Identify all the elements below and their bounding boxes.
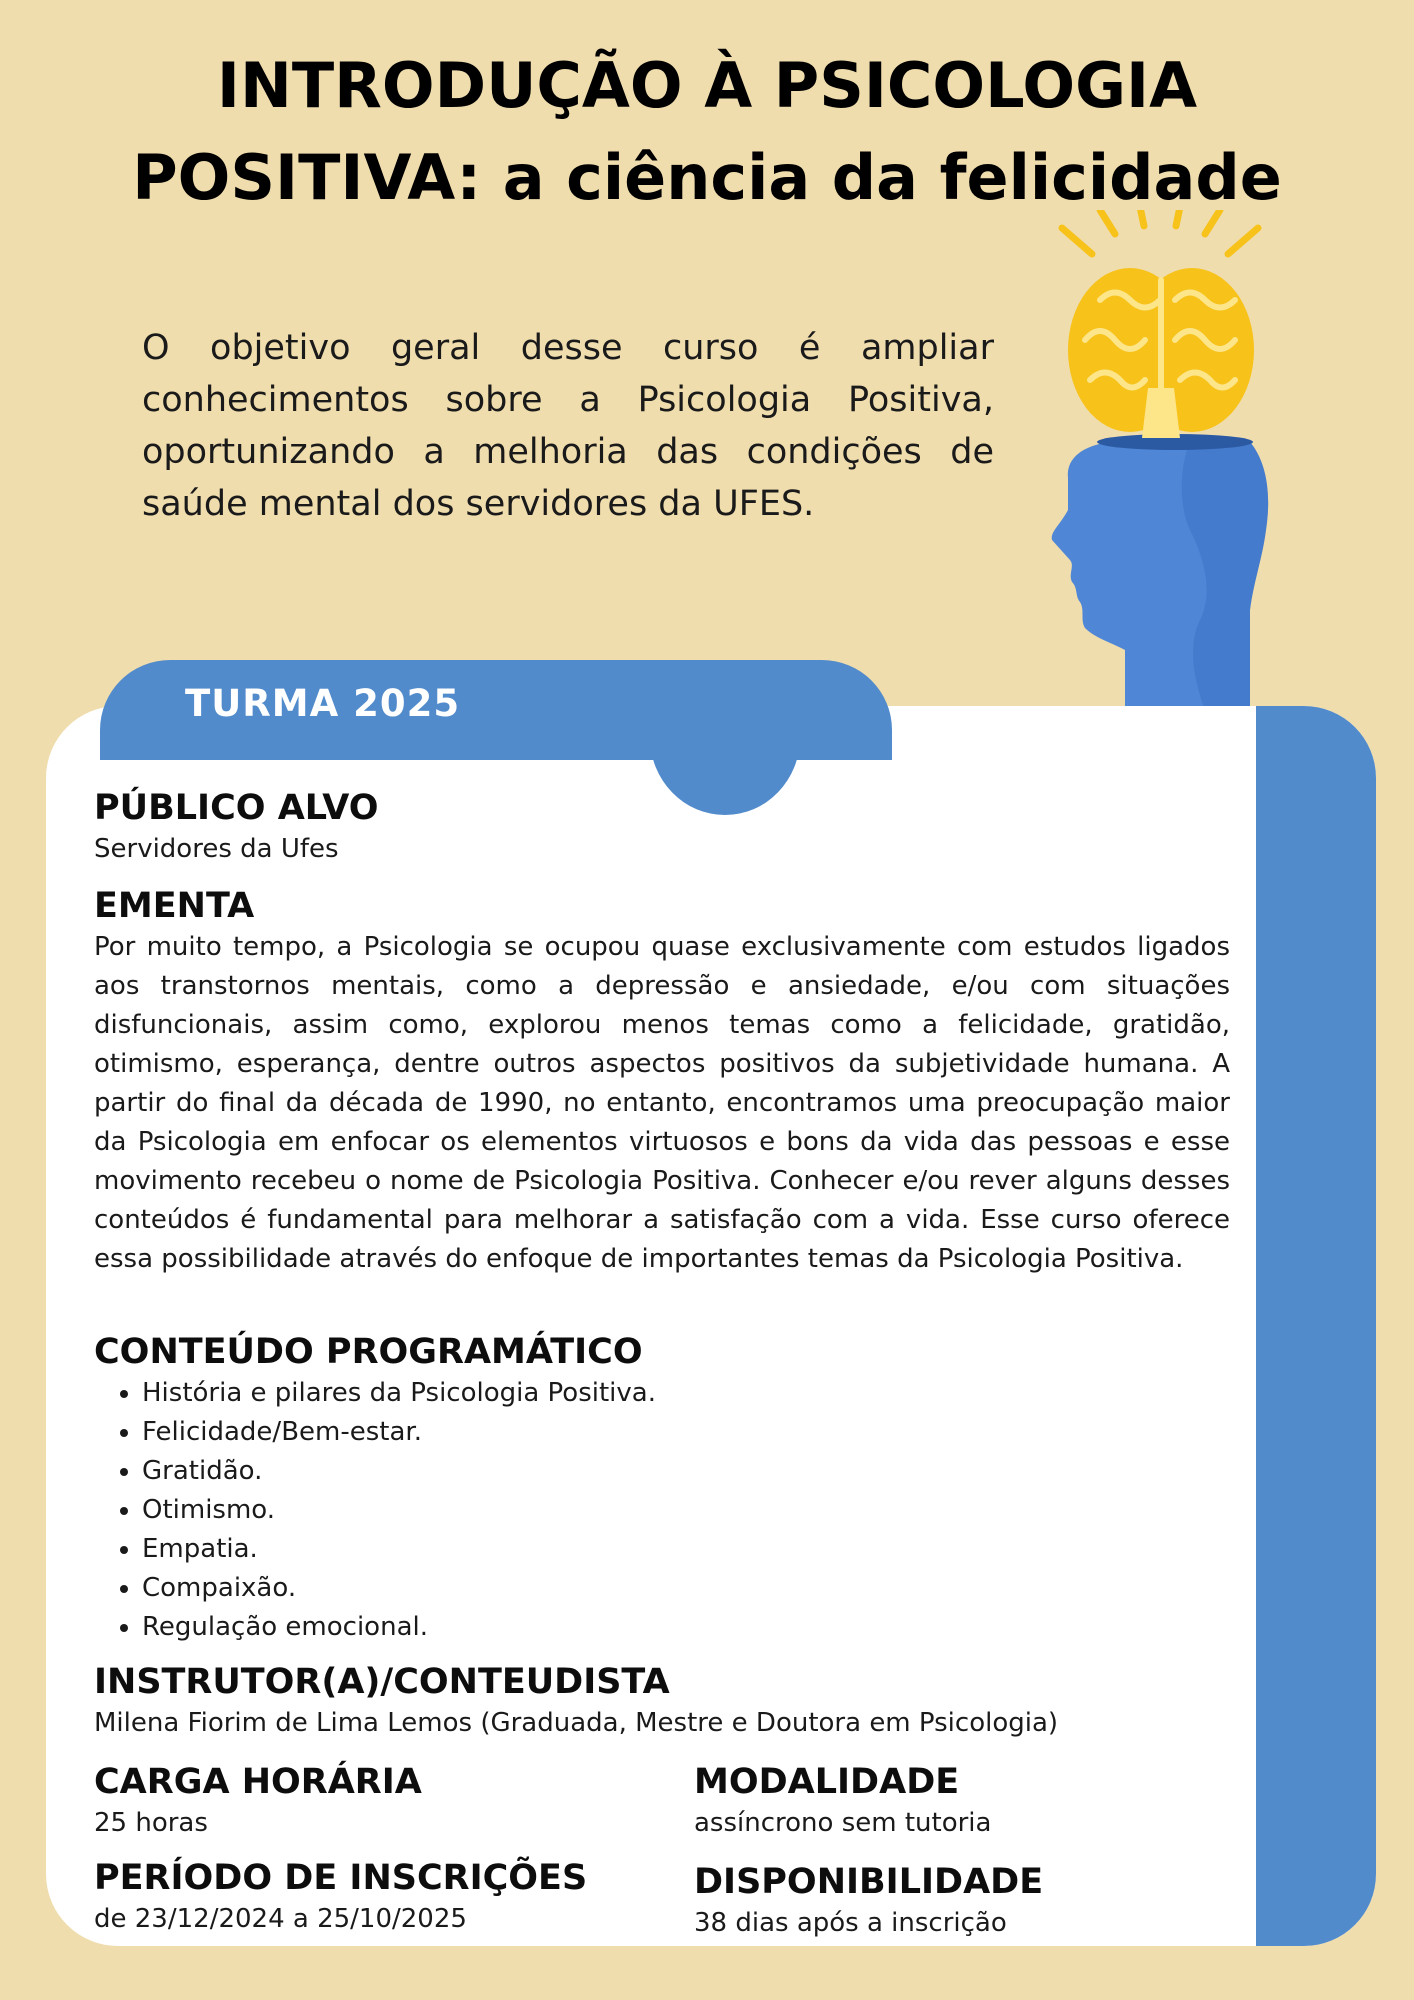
ementa-heading: EMENTA xyxy=(94,886,255,926)
topics-list xyxy=(94,1374,1230,1647)
instrutor-text: Milena Fiorim de Lima Lemos (Graduada, Mestre e Doutora em Psicologia) xyxy=(94,1708,1059,1738)
publico-section xyxy=(94,786,1230,869)
intro-paragraph: O objetivo geral desse curso é ampliar conhecimentos sobre a Psicologia Positiva, oportunizando a melhoria das condições de saúde mental dos servidores da UFES. xyxy=(142,328,994,524)
disponibilidade-section xyxy=(694,1860,1234,1943)
modalidade-section xyxy=(694,1760,1234,1843)
turma-label: TURMA 2025 xyxy=(185,682,461,725)
carga-heading: CARGA HORÁRIA xyxy=(94,1762,422,1802)
publico-heading: PÚBLICO ALVO xyxy=(94,788,379,828)
list-item: • Gratidão. xyxy=(142,1452,1230,1491)
modalidade-text: assíncrono sem tutoria xyxy=(694,1808,992,1838)
list-item: • Felicidade/Bem-estar. xyxy=(142,1413,1230,1452)
page-title xyxy=(0,40,1414,224)
list-item: • Empatia. xyxy=(142,1530,1230,1569)
title-line-2: POSITIVA: a ciência da felicidade xyxy=(132,141,1282,214)
instrutor-section xyxy=(94,1660,1230,1743)
conteudo-section xyxy=(94,1330,1230,1647)
head-with-brain-icon xyxy=(1040,210,1280,710)
list-item: • Regulação emocional. xyxy=(142,1608,1230,1647)
card-accent-stripe xyxy=(1256,706,1376,1946)
list-item: • Otimismo. xyxy=(142,1491,1230,1530)
carga-section xyxy=(94,1760,654,1843)
periodo-heading: PERÍODO DE INSCRIÇÕES xyxy=(94,1858,588,1898)
list-item: • História e pilares da Psicologia Positiva. xyxy=(142,1374,1230,1413)
instrutor-heading: INSTRUTOR(A)/CONTEUDISTA xyxy=(94,1662,670,1702)
publico-text: Servidores da Ufes xyxy=(94,834,339,864)
periodo-section xyxy=(94,1856,674,1939)
brain-icon xyxy=(1068,268,1254,438)
periodo-text: de 23/12/2024 a 25/10/2025 xyxy=(94,1904,467,1934)
title-line-1: INTRODUÇÃO À PSICOLOGIA xyxy=(216,49,1198,122)
light-rays-icon xyxy=(1062,210,1258,254)
ementa-section xyxy=(94,884,1230,1279)
conteudo-heading: CONTEÚDO PROGRAMÁTICO xyxy=(94,1332,643,1372)
disponibilidade-text: 38 dias após a inscrição xyxy=(694,1908,1007,1938)
carga-text: 25 horas xyxy=(94,1808,208,1838)
ementa-text: Por muito tempo, a Psicologia se ocupou quase exclusivamente com estudos ligados aos transtornos mentais, como a depressão e ansiedade, e/ou com situações disfuncionais, assim como, explorou menos temas como a felicidade, gratidão, otimismo, esperança, dentre outros aspectos positivos da subjetividade humana. A partir do final da década de 1990, no entanto, encontramos uma preocupação maior da Psicologia em enfocar os elementos virtuosos e bons da vida das pessoas e esse movimento recebeu o nome de Psicologia Positiva. Conhecer e/ou rever alguns desses conteúdos é fundamental para melhorar a satisfação com a vida. Esse curso oferece essa possibilidade através do enfoque de importantes temas da Psicologia Positiva. xyxy=(94,932,1230,1274)
modalidade-heading: MODALIDADE xyxy=(694,1762,960,1802)
list-item: • Compaixão. xyxy=(142,1569,1230,1608)
disponibilidade-heading: DISPONIBILIDADE xyxy=(694,1862,1044,1902)
